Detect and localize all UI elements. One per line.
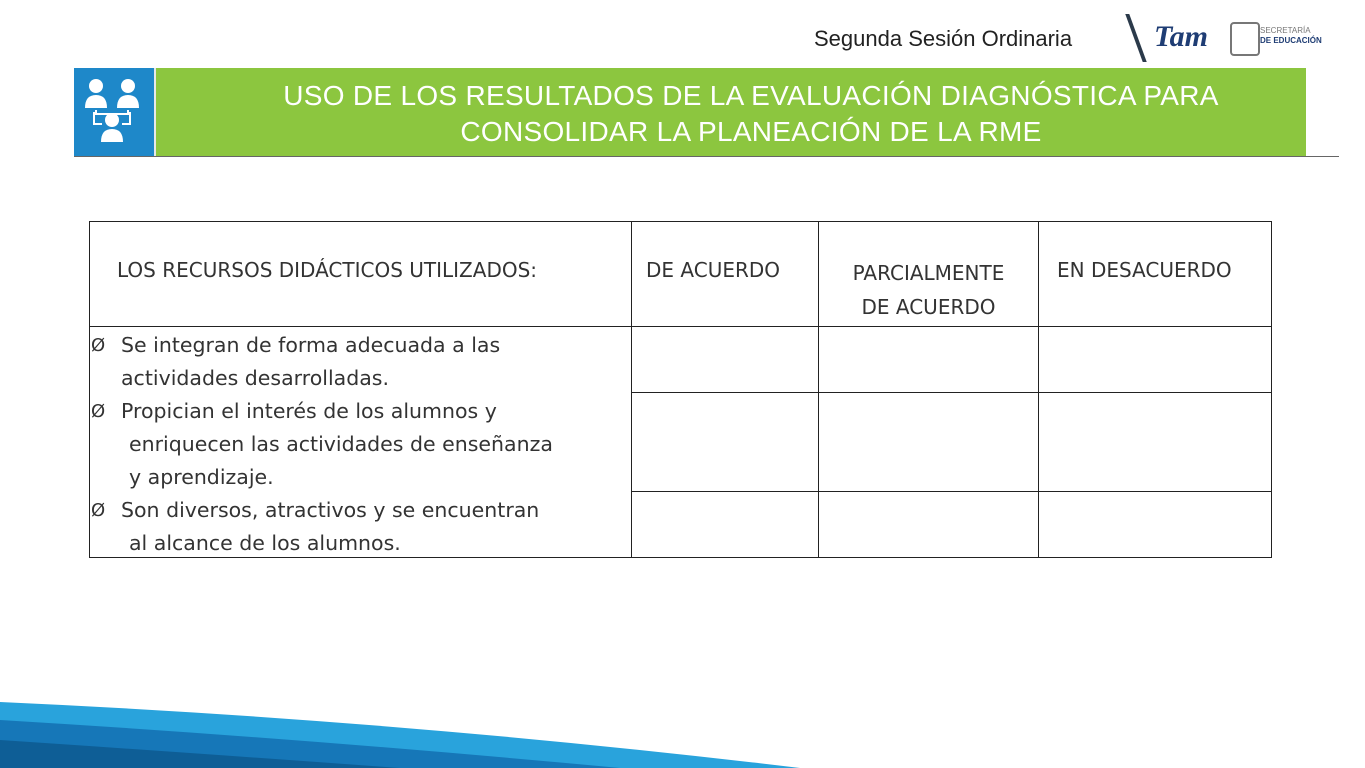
logo-slash — [1125, 14, 1146, 62]
item-3-line2: al alcance de los alumnos. — [129, 531, 401, 555]
banner-title — [156, 78, 1346, 150]
cell-desacuerdo-1[interactable] — [1039, 327, 1272, 393]
people-hierarchy-icon — [74, 68, 157, 156]
table-header-row — [90, 222, 1272, 327]
list-item — [89, 329, 629, 395]
cell-parcialmente-1[interactable] — [819, 327, 1039, 393]
header-parcialmente-text — [819, 220, 1038, 324]
logo-tam-text: Tam — [1154, 20, 1208, 53]
cell-de-acuerdo-1[interactable] — [632, 327, 819, 393]
list-item — [89, 494, 629, 560]
item-2-line1: Propician el interés de los alumnos y — [121, 399, 497, 423]
decorative-swoosh — [0, 680, 800, 768]
banner-divider — [74, 156, 1339, 157]
cell-desacuerdo-3[interactable] — [1039, 492, 1272, 558]
item-1-line1: Se integran de forma adecuada a las — [121, 333, 501, 357]
arrow-bullet-icon: Ø — [91, 401, 106, 422]
header-en-desacuerdo — [1039, 222, 1272, 327]
header-de-acuerdo — [632, 222, 819, 327]
cell-parcialmente-2[interactable] — [819, 393, 1039, 492]
banner-title-line1: USO DE LOS RESULTADOS DE LA EVALUACIÓN DIAGNÓSTICA PARA — [283, 80, 1219, 111]
arrow-bullet-icon: Ø — [91, 500, 106, 521]
cell-desacuerdo-2[interactable] — [1039, 393, 1272, 492]
cell-parcialmente-3[interactable] — [819, 492, 1039, 558]
item-2-line2: enriquecen las actividades de enseñanza — [129, 432, 553, 456]
logo-educacion-text: DE EDUCACIÓN — [1260, 36, 1322, 45]
banner-title-line2: CONSOLIDAR LA PLANEACIÓN DE LA RME — [460, 116, 1042, 147]
header-recursos-text: LOS RECURSOS DIDÁCTICOS UTILIZADOS: — [117, 258, 538, 282]
arrow-bullet-icon: Ø — [91, 335, 106, 356]
header-en-desacuerdo-text: EN DESACUERDO — [1057, 258, 1232, 282]
header-recursos — [90, 222, 632, 327]
secretaria-logo — [1260, 26, 1322, 46]
tam-logo — [1128, 14, 1328, 64]
item-2-line3: y aprendizaje. — [129, 465, 274, 489]
header-parcialmente — [819, 222, 1039, 327]
header-parcial-line2: DE ACUERDO — [861, 295, 996, 319]
header-parcial-line1: PARCIALMENTE — [852, 261, 1005, 285]
seal-icon — [1230, 22, 1260, 56]
cell-de-acuerdo-3[interactable] — [632, 492, 819, 558]
logo-secretaria-text: SECRETARÍA — [1260, 26, 1311, 35]
list-item — [89, 395, 629, 494]
item-3-line1: Son diversos, atractivos y se encuentran — [121, 498, 540, 522]
cell-de-acuerdo-2[interactable] — [632, 393, 819, 492]
criteria-list — [89, 329, 629, 560]
session-title: Segunda Sesión Ordinaria — [814, 26, 1073, 51]
item-1-line2: actividades desarrolladas. — [121, 366, 389, 390]
header-de-acuerdo-text: DE ACUERDO — [646, 258, 781, 282]
